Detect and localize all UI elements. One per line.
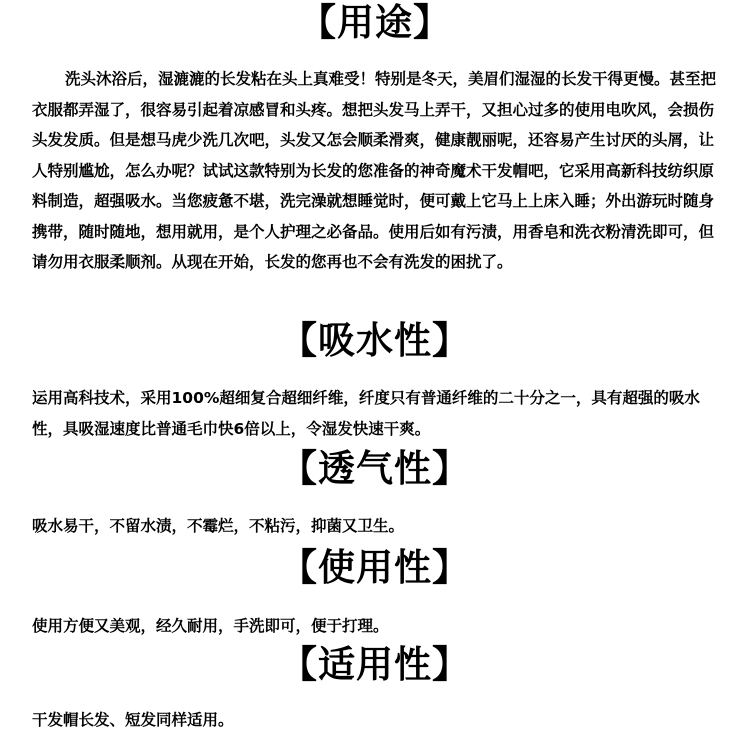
section-heading-breathability: 【透气性】 [280, 447, 470, 490]
section-body-usability: 使用方便又美观，经久耐用，手洗即可，便于打理。 [32, 617, 389, 635]
section-body-absorbency: 运用高科技术，采用100%超细复合超细纤维，纤度只有普通纤维的二十分之一，具有超强的吸水性，具吸湿速度比普通毛巾快6倍以上，令湿发快速干爽。 [32, 389, 700, 438]
section-heading-usability: 【使用性】 [280, 546, 470, 589]
section-body-usage: 洗头沐浴后，湿漉漉的长发粘在头上真难受！特别是冬天，美眉们湿湿的长发干得更慢。甚至把衣服都弄湿了，很容易引起着凉感冒和头疼。想把头发马上弄干，又担心过多的使用电吹风，会损伤头发发质。但是想马虎少洗几次吧，头发又怎会顺柔滑爽，健康靓丽呢，还容易产生讨厌的头屑，让人特别尴尬，怎么办呢？试试这款特别为长发的您准备的神奇魔术干发帽吧，它采用高新科技纺织原料制造，超强吸水。当您疲惫不堪，洗完澡就想睡觉时，便可戴上它马上上床入睡；外出游玩时随身携带，随时随地，想用就用，是个人护理之必备品。使用后如有污渍，用香皂和洗衣粉清洗即可，但请勿用衣服柔顺剂。从现在开始，长发的您再也不会有洗发的困扰了。 [32, 70, 717, 271]
section-heading-applicability: 【适用性】 [280, 643, 470, 686]
section-heading-absorbency: 【吸水性】 [280, 319, 470, 362]
section-heading-usage: 【用途】 [299, 1, 451, 44]
section-body-breathability: 吸水易干，不留水渍，不霉烂，不粘污，抑菌又卫生。 [32, 517, 405, 535]
section-body-applicability: 干发帽长发、短发同样适用。 [32, 711, 234, 729]
